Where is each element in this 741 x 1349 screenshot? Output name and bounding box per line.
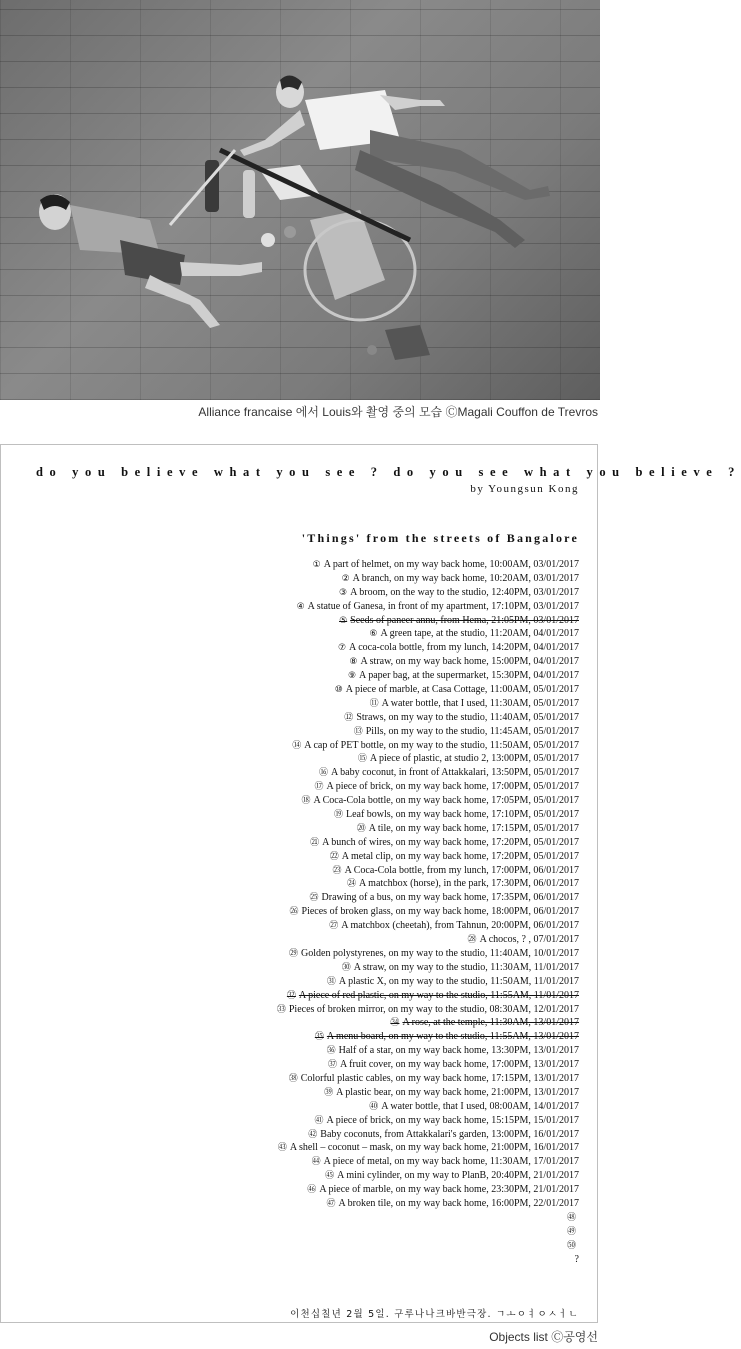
list-item bbox=[277, 1239, 579, 1253]
list-item bbox=[277, 836, 579, 850]
item-number: ㊼ bbox=[326, 1198, 336, 1209]
list-item bbox=[277, 1058, 579, 1072]
item-number: ⑫ bbox=[344, 712, 354, 723]
list-item bbox=[277, 1253, 579, 1267]
item-text: A Coca-Cola bottle, on my way back home, 17:05PM, 05/01/2017 bbox=[313, 795, 579, 807]
item-number: ⑰ bbox=[314, 782, 324, 793]
list-item bbox=[277, 1197, 579, 1211]
list-item bbox=[277, 1128, 579, 1142]
item-text: Golden polystyrenes, on my way to the studio, 11:40AM, 10/01/2017 bbox=[301, 947, 579, 959]
list-item bbox=[277, 627, 579, 641]
objects-list-card bbox=[0, 444, 741, 1323]
item-text: A plastic X, on my way to the studio, 11:50AM, 11/01/2017 bbox=[338, 975, 579, 987]
item-number: ⑪ bbox=[369, 698, 379, 709]
list-item bbox=[277, 975, 579, 989]
item-number: ㊺ bbox=[325, 1171, 335, 1182]
item-text: Drawing of a bus, on my way back home, 17:35PM, 06/01/2017 bbox=[321, 892, 579, 904]
item-number: ㊿ bbox=[566, 1240, 576, 1251]
item-number: ① bbox=[312, 560, 321, 570]
list-item bbox=[277, 1072, 579, 1086]
photo-caption: Alliance francaise 에서 Louis와 촬영 중의 모습 ⒸMagali Couffon de Trevros bbox=[198, 405, 598, 419]
list-item bbox=[277, 766, 579, 780]
item-text: A mini cylinder, on my way to PlanB, 20:40PM, 21/01/2017 bbox=[337, 1170, 579, 1182]
item-number: ⑥ bbox=[369, 629, 378, 640]
item-number: ② bbox=[341, 573, 350, 584]
item-text: A piece of metal, on my way back home, 11:30AM, 17/01/2017 bbox=[323, 1156, 579, 1168]
item-text: A paper bag, at the supermarket, 15:30PM, 04/01/2017 bbox=[359, 670, 579, 682]
list-item bbox=[277, 891, 579, 905]
item-number: ⑨ bbox=[347, 671, 357, 682]
item-number: ⑤ bbox=[339, 615, 348, 626]
list-item bbox=[277, 1225, 579, 1239]
item-text: Colorful plastic cables, on my way back home, 17:15PM, 13/01/2017 bbox=[300, 1072, 579, 1084]
item-number: ㊱ bbox=[326, 1046, 336, 1057]
item-number: ⑳ bbox=[356, 823, 366, 834]
item-text: Pieces of broken glass, on my way back home, 18:00PM, 06/01/2017 bbox=[301, 906, 579, 918]
item-number: ⑧ bbox=[349, 657, 358, 668]
item-number: ⑩ bbox=[334, 685, 343, 696]
list-item bbox=[277, 752, 579, 766]
item-text: A water bottle, that I used, 11:30AM, 05/01/2017 bbox=[381, 697, 579, 709]
list-item bbox=[277, 864, 579, 878]
item-text: A metal clip, on my way back home, 17:20PM, 05/01/2017 bbox=[341, 850, 579, 862]
item-number: ㉖ bbox=[289, 907, 299, 918]
item-text: A piece of brick, on my way back home, 15:15PM, 15/01/2017 bbox=[326, 1114, 579, 1126]
list-item bbox=[277, 1030, 579, 1044]
item-number: ④ bbox=[296, 601, 305, 612]
item-text: A green tape, at the studio, 11:20AM, 04/01/2017 bbox=[380, 628, 579, 640]
item-text: A broom, on the way to the studio, 12:40PM, 03/01/2017 bbox=[350, 586, 579, 598]
list-item bbox=[277, 558, 579, 572]
item-number: ⑬ bbox=[353, 726, 363, 737]
item-text: A piece of marble, at Casa Cottage, 11:00AM, 05/01/2017 bbox=[345, 684, 579, 696]
list-item bbox=[277, 600, 579, 614]
item-text: Pieces of broken mirror, on my way to the studio, 08:30AM, 12/01/2017 bbox=[288, 1003, 579, 1015]
item-number: ⑲ bbox=[333, 810, 343, 821]
item-number: ㉚ bbox=[341, 962, 351, 973]
item-text: A broken tile, on my way back home, 16:00PM, 22/01/2017 bbox=[338, 1197, 579, 1209]
item-text: A menu board, on my way to the studio, 11:55AM, 13/01/2017 bbox=[326, 1031, 579, 1043]
item-text: A matchbox (cheetah), from Tahnun, 20:00PM, 06/01/2017 bbox=[341, 920, 579, 932]
woman-figure bbox=[240, 75, 550, 248]
list-item bbox=[277, 1114, 579, 1128]
item-number: ㉘ bbox=[467, 935, 477, 946]
list-item bbox=[277, 1100, 579, 1114]
list-item bbox=[277, 697, 579, 711]
list-item bbox=[277, 933, 579, 947]
item-text: A straw, on my way to the studio, 11:30AM, 11/01/2017 bbox=[353, 961, 579, 973]
item-number: ㊴ bbox=[324, 1087, 334, 1098]
item-number: ㊵ bbox=[369, 1101, 379, 1112]
item-text: A chocos, ? , 07/01/2017 bbox=[479, 934, 579, 946]
item-number: ⑭ bbox=[292, 740, 302, 751]
item-text: Seeds of paneer annu, from Hema, 21:05PM, 03/01/2017 bbox=[350, 614, 579, 626]
item-number: ㊹ bbox=[311, 1157, 321, 1168]
item-text: A Coca-Cola bottle, from my lunch, 17:00PM, 06/01/2017 bbox=[344, 864, 579, 876]
item-number: ㊸ bbox=[277, 1143, 287, 1154]
item-text: A straw, on my way back home, 15:00PM, 04/01/2017 bbox=[360, 656, 579, 668]
item-text: A piece of brick, on my way back home, 17:00PM, 05/01/2017 bbox=[326, 781, 579, 793]
item-text: A tile, on my way back home, 17:15PM, 05/01/2017 bbox=[368, 822, 579, 834]
item-number: ⑱ bbox=[301, 796, 311, 807]
item-text: A rose, at the temple, 11:30AM, 13/01/2017 bbox=[402, 1017, 579, 1029]
item-number: ㊷ bbox=[308, 1129, 318, 1140]
bottom-caption: Objects list Ⓒ공영선 bbox=[489, 1330, 598, 1344]
item-text: Pills, on my way to the studio, 11:45AM, 05/01/2017 bbox=[365, 725, 579, 737]
list-item bbox=[277, 725, 579, 739]
list-item bbox=[277, 641, 579, 655]
item-number: ㊶ bbox=[314, 1115, 324, 1126]
list-item bbox=[277, 739, 579, 753]
item-number: ㉛ bbox=[326, 976, 336, 987]
item-number: ㉓ bbox=[332, 865, 342, 876]
list-title: 'Things' from the streets of Bangalore bbox=[301, 531, 579, 545]
item-text: A plastic bear, on my way back home, 21:00PM, 13/01/2017 bbox=[336, 1086, 579, 1098]
item-text: A shell – coconut – mask, on my way back home, 21:00PM, 16/01/2017 bbox=[289, 1142, 579, 1154]
list-item bbox=[277, 1211, 579, 1225]
list-item bbox=[277, 614, 579, 628]
list-item bbox=[277, 947, 579, 961]
item-number: ㉒ bbox=[329, 851, 339, 862]
item-number: ⑮ bbox=[357, 754, 367, 765]
item-number: ㊲ bbox=[327, 1060, 337, 1071]
list-item bbox=[277, 808, 579, 822]
item-text: A baby coconut, in front of Attakkalari, 13:50PM, 05/01/2017 bbox=[330, 767, 579, 779]
list-item bbox=[277, 711, 579, 725]
list-item bbox=[277, 1086, 579, 1100]
item-text: A matchbox (horse), in the park, 17:30PM, 06/01/2017 bbox=[359, 878, 579, 890]
item-text: Leaf bowls, on my way back home, 17:10PM, 05/01/2017 bbox=[345, 809, 579, 821]
item-text: A part of helmet, on my way back home, 10:00AM, 03/01/2017 bbox=[323, 559, 579, 570]
item-text: A water bottle, that I used, 08:00AM, 14/01/2017 bbox=[381, 1100, 579, 1112]
item-text: Baby coconuts, from Attakkalari's garden, 13:00PM, 16/01/2017 bbox=[320, 1128, 579, 1140]
list-item bbox=[277, 572, 579, 586]
item-number: ㉗ bbox=[329, 921, 339, 932]
list-item bbox=[277, 877, 579, 891]
list-item bbox=[277, 655, 579, 669]
list-item bbox=[277, 1141, 579, 1155]
item-text: A coca-cola bottle, from my lunch, 14:20PM, 04/01/2017 bbox=[349, 642, 579, 654]
item-number: ③ bbox=[339, 587, 348, 598]
item-number: ⑦ bbox=[337, 643, 347, 654]
card-headline: do you believe what you see ? do you see what you believe ? bbox=[36, 465, 741, 479]
boy-figure bbox=[39, 194, 262, 328]
card-byline: by Youngsun Kong bbox=[470, 483, 579, 495]
item-text: A bunch of wires, on my way back home, 17:20PM, 05/01/2017 bbox=[322, 836, 579, 848]
item-number: ㉞ bbox=[390, 1018, 400, 1029]
photo-illustration bbox=[0, 0, 600, 400]
list-item bbox=[277, 780, 579, 794]
item-text: ? bbox=[574, 1253, 579, 1265]
list-item bbox=[277, 822, 579, 836]
item-number: ⑯ bbox=[318, 768, 328, 779]
item-text: A cap of PET bottle, on my way to the studio, 11:50AM, 05/01/2017 bbox=[304, 739, 579, 751]
item-number: ㊻ bbox=[307, 1185, 317, 1196]
item-text: A statue of Ganesa, in front of my apartment, 17:10PM, 03/01/2017 bbox=[307, 600, 579, 612]
list-item bbox=[277, 586, 579, 600]
list-item bbox=[277, 1183, 579, 1197]
item-number: ㉟ bbox=[314, 1032, 324, 1043]
item-number: ㊽ bbox=[566, 1212, 576, 1223]
item-text: Straws, on my way to the studio, 11:40AM, 05/01/2017 bbox=[356, 711, 579, 723]
list-item bbox=[277, 1169, 579, 1183]
objects-list bbox=[277, 558, 579, 1266]
list-item bbox=[277, 1003, 579, 1017]
item-number: ㊾ bbox=[566, 1226, 576, 1237]
list-item bbox=[277, 1016, 579, 1030]
item-number: ㉝ bbox=[276, 1004, 286, 1015]
list-item bbox=[277, 961, 579, 975]
item-number: ㉙ bbox=[289, 948, 299, 959]
list-item bbox=[277, 989, 579, 1003]
list-item bbox=[277, 669, 579, 683]
item-text: A branch, on my way back home, 10:20AM, 03/01/2017 bbox=[352, 572, 579, 584]
item-number: ㉑ bbox=[310, 837, 320, 848]
item-text: A piece of marble, on my way back home, 23:30PM, 21/01/2017 bbox=[319, 1184, 579, 1196]
list-item bbox=[277, 794, 579, 808]
list-item bbox=[277, 919, 579, 933]
list-item bbox=[277, 683, 579, 697]
item-text: A piece of plastic, at studio 2, 13:00PM, 05/01/2017 bbox=[369, 753, 579, 765]
item-text: A fruit cover, on my way back home, 17:00PM, 13/01/2017 bbox=[339, 1059, 579, 1071]
list-item bbox=[277, 905, 579, 919]
item-number: ㊳ bbox=[288, 1073, 298, 1084]
list-item bbox=[277, 1044, 579, 1058]
list-item bbox=[277, 850, 579, 864]
item-number: ㉜ bbox=[286, 990, 296, 1001]
item-number: ㉕ bbox=[309, 893, 319, 904]
performance-photo bbox=[0, 0, 600, 400]
item-text: A piece of red plastic, on my way to the studio, 11:55AM, 11/01/2017 bbox=[298, 989, 579, 1001]
item-number: ㉔ bbox=[347, 879, 357, 890]
list-item bbox=[277, 1155, 579, 1169]
item-text: Half of a star, on my way back home, 13:30PM, 13/01/2017 bbox=[338, 1045, 579, 1057]
footer-note: 이천십칠년 2월 5일. 구루나나크바반극장. ㄱㅗㅇㅕㅇㅅㅓㄴ bbox=[290, 1309, 579, 1320]
